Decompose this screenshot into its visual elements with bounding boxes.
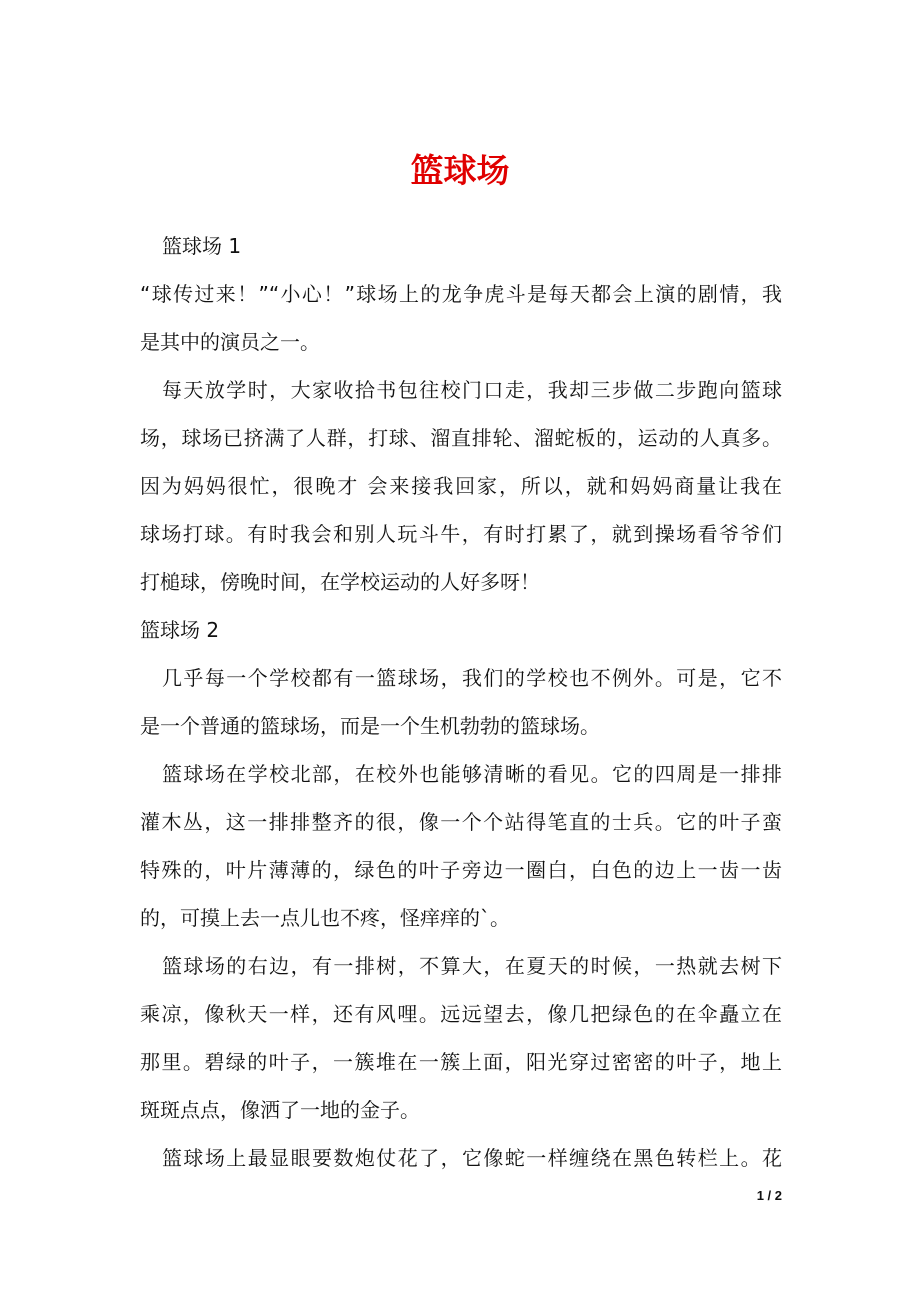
- paragraph: [140, 948, 782, 1140]
- text-line: 篮球场上最显眼要数炮仗花了，它像蛇一样缠绕在黑色转栏上。花: [162, 1146, 782, 1170]
- text-line: 每天放学时，大家收拾书包往校门口走，我却三步做二步跑向篮球: [162, 378, 782, 402]
- paragraph: [140, 372, 782, 612]
- text-line: “球传过来！”“小心！”球场上的龙争虎斗是每天都会上演的剧情，我: [140, 282, 782, 306]
- text-line: 篮球场在学校北部，在校外也能够清晰的看见。它的四周是一排排: [162, 762, 782, 786]
- text-line: 特殊的，叶片薄薄的，绿色的叶子旁边一圈白，白色的边上一齿一齿: [140, 858, 782, 882]
- paragraph: [140, 756, 782, 948]
- text-line: 那里。碧绿的叶子，一簇堆在一簇上面，阳光穿过密密的叶子，地上: [140, 1050, 782, 1074]
- text-line: 篮球场的右边，有一排树，不算大，在夏天的时候，一热就去树下: [162, 954, 782, 978]
- text-line: 因为妈妈很忙，很晚才 会来接我回家，所以，就和妈妈商量让我在: [140, 474, 782, 498]
- text-line: 斑斑点点，像洒了一地的金子。: [140, 1098, 420, 1122]
- paragraph: [140, 228, 782, 276]
- text-line: 篮球场 1: [162, 234, 242, 258]
- text-line: 灌木丛，这一排排整齐的很，像一个个站得笔直的士兵。它的叶子蛮: [140, 810, 782, 834]
- text-line: 篮球场 2: [140, 618, 220, 642]
- paragraph: [140, 1140, 782, 1188]
- text-line: 打槌球，傍晚时间，在学校运动的人好多呀！: [140, 570, 540, 594]
- paragraph: [140, 612, 782, 660]
- paragraph: [140, 276, 782, 372]
- text-line: 几乎每一个学校都有一篮球场，我们的学校也不例外。可是，它不: [162, 666, 782, 690]
- document-title: 篮球场: [410, 151, 510, 190]
- text-line: 的，可摸上去一点儿也不疼，怪痒痒的`。: [140, 906, 510, 930]
- page-number: 1 / 2: [756, 1188, 782, 1203]
- text-line: 球场打球。有时我会和别人玩斗牛，有时打累了，就到操场看爷爷们: [140, 522, 782, 546]
- text-line: 是一个普通的篮球场，而是一个生机勃勃的篮球场。: [140, 714, 600, 738]
- text-line: 乘凉，像秋天一样，还有风哩。远远望去，像几把绿色的在伞矗立在: [140, 1002, 782, 1026]
- text-line: 场，球场已挤满了人群，打球、溜直排轮、溜蛇板的，运动的人真多。: [140, 426, 782, 450]
- paragraph: [140, 660, 782, 756]
- document-body: [140, 228, 782, 1188]
- text-line: 是其中的演员之一。: [140, 330, 320, 354]
